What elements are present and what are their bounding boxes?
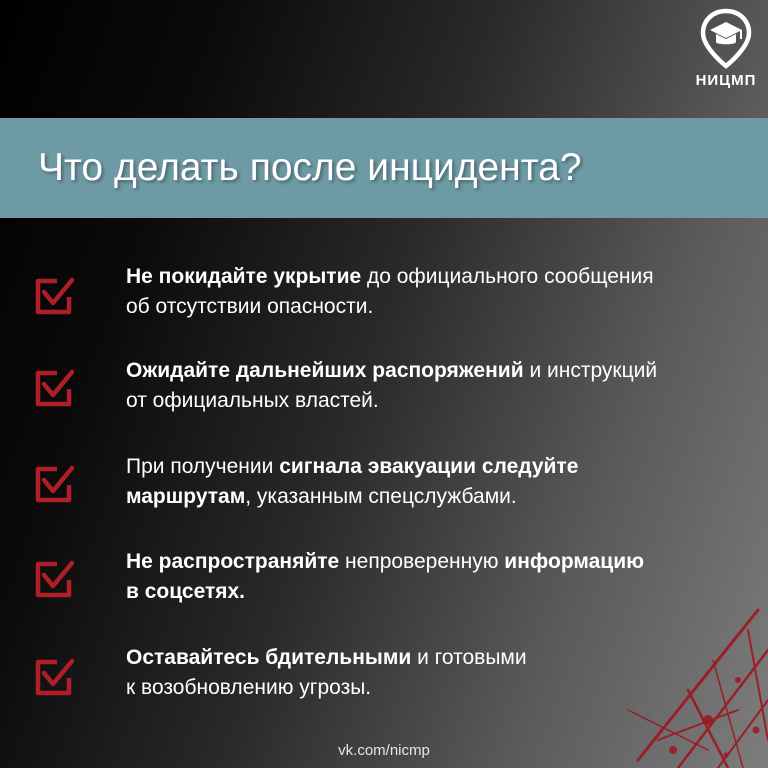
- graduation-cap-pin-icon: [695, 8, 757, 70]
- text-run: , указанным спецслужбами.: [245, 485, 517, 508]
- checkbox-checked-icon: [34, 368, 74, 408]
- bold-text-run: информацию: [504, 550, 645, 573]
- item-text: [126, 452, 736, 512]
- text-run: об отсутствии опасности.: [126, 295, 374, 318]
- text-run: и инструкций: [523, 359, 658, 382]
- text-run: до официального сообщения: [361, 265, 654, 288]
- bold-text-run: Ожидайте дальнейших распоряжений: [126, 359, 524, 382]
- text-run: к возобновлению угрозы.: [126, 676, 372, 699]
- text-run: непроверенную: [339, 550, 505, 573]
- text-run: и готовыми: [411, 646, 527, 669]
- list-item: [0, 452, 768, 522]
- list-item: [0, 356, 768, 426]
- checkbox-checked-icon: [34, 559, 74, 599]
- item-text: [126, 356, 736, 416]
- logo-text: НИЦМП: [695, 72, 757, 89]
- item-text: [126, 262, 736, 322]
- bold-text-run: сигнала эвакуации следуйте: [279, 455, 579, 478]
- bold-text-run: Не распространяйте: [126, 550, 340, 573]
- bold-text-run: Оставайтесь бдительными: [126, 646, 412, 669]
- bold-text-run: Не покидайте укрытие: [126, 265, 362, 288]
- checkbox-checked-icon: [34, 276, 74, 316]
- page-title: Что делать после инцидента?: [38, 146, 582, 189]
- bold-text-run: маршрутам: [126, 485, 246, 508]
- text-run: от официальных властей.: [126, 389, 379, 412]
- title-band: [0, 118, 768, 218]
- list-item: [0, 262, 768, 332]
- checkbox-checked-icon: [34, 464, 74, 504]
- bold-text-run: в соцсетях.: [126, 580, 246, 603]
- checkbox-checked-icon: [34, 657, 74, 697]
- footer-link[interactable]: vk.com/nicmp: [338, 742, 430, 759]
- logo: [688, 8, 764, 89]
- text-run: При получении: [126, 455, 280, 478]
